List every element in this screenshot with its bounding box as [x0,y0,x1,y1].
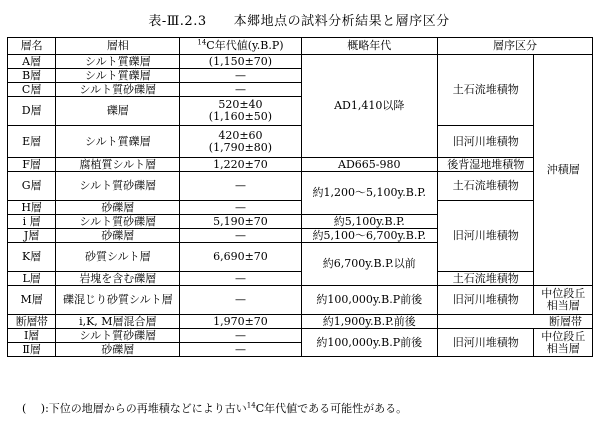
header-c14 [180,38,301,55]
approx-age-cell: 約1,200～5,100y.B.P. [301,172,438,215]
table-row-g [8,172,593,201]
layer-cell: M層 [8,286,56,315]
c14-cell: — [180,201,301,215]
layer-cell: D層 [8,97,56,126]
footnote-text-post: C年代値である可能性がある。 [255,402,408,415]
table-row-f [8,158,593,172]
c14-cell: — [180,229,301,243]
table-title: 表-Ⅲ.2.3 本郷地点の試料分析結果と層序区分 [148,14,450,29]
approx-age-cell: 約6,700y.B.P.以前 [301,243,438,286]
sequence-cell: 土石流堆積物 [438,172,534,201]
c14-cell [180,97,301,126]
facies-cell: シルト質砂礫層 [56,329,180,343]
terrace-label-line2: 相当層 [546,299,580,312]
layer-cell: H層 [8,201,56,215]
approx-age-cell: AD1,410以降 [301,55,438,158]
facies-cell: シルト質礫層 [56,55,180,69]
footnote [22,400,407,416]
header-facies: 層相 [56,38,180,55]
sequence-terrace-cell [534,286,593,315]
header-row [8,38,593,55]
sequence-cell: 旧河川堆積物 [438,201,534,272]
table-row-h [8,201,593,215]
c14-cell: — [180,286,301,315]
facies-cell: 腐植質シルト層 [56,158,180,172]
c14-cell: (1,150±70) [180,55,301,69]
c14-superscript: 14 [197,38,207,47]
table-row-fault-zone [8,315,593,329]
c14-cell: 1,970±70 [180,315,301,329]
layer-cell: i 層 [8,215,56,229]
table-row-l [8,272,593,286]
sequence-alluvium-cell: 沖積層 [534,55,593,286]
c14-cell: — [180,69,301,83]
sequence-cell: 土石流堆積物 [438,272,534,286]
layer-cell: K層 [8,243,56,272]
layer-cell: B層 [8,69,56,83]
c14-value: 520±40 [218,98,263,111]
sequence-terrace-cell [534,329,593,357]
facies-cell: 岩塊を含む礫層 [56,272,180,286]
c14-cell: 1,220±70 [180,158,301,172]
header-approx-age: 概略年代 [301,38,438,55]
table-row-roman-1 [8,329,593,343]
c14-cell [180,126,301,158]
sequence-cell: 土石流堆積物 [438,55,534,126]
facies-cell: i,K, M層混合層 [56,315,180,329]
sequence-cell: 後背湿地堆積物 [438,158,534,172]
sequence-cell: 旧河川堆積物 [438,286,534,315]
sequence-cell: 旧河川堆積物 [438,329,534,357]
facies-cell: シルト質砂礫層 [56,83,180,97]
c14-value-reworked: (1,790±80) [208,140,273,154]
c14-cell: — [180,343,301,357]
facies-cell: 砂礫層 [56,229,180,243]
facies-cell: 礫混じり砂質シルト層 [56,286,180,315]
approx-age-cell: 約5,100～6,700y.B.P. [301,229,438,243]
facies-cell: 礫層 [56,97,180,126]
sequence-cell: 旧河川堆積物 [438,126,534,158]
c14-value-reworked: (1,160±50) [208,110,273,123]
approx-age-cell: 約1,900y.B.P.前後 [301,315,438,329]
header-sequence: 層序区分 [438,38,593,55]
layer-cell: F層 [8,158,56,172]
table-row-m [8,286,593,315]
terrace-label-line1: 中位段丘 [541,287,586,300]
footnote-text-pre: ( ):下位の地層からの再堆積などにより古い [22,402,247,415]
facies-cell: シルト質砂礫層 [56,215,180,229]
facies-cell: シルト質礫層 [56,69,180,83]
table-row-a [8,55,593,69]
approx-age-cell: 約100,000y.B.P前後 [301,286,438,315]
terrace-label-line1: 中位段丘 [541,329,586,343]
terrace-label-line2: 相当層 [546,341,580,355]
c14-cell: 5,190±70 [180,215,301,229]
c14-cell: 6,690±70 [180,243,301,272]
layer-cell: E層 [8,126,56,158]
layer-cell: J層 [8,229,56,243]
header-c14-label: C年代値(y.B.P) [206,39,284,52]
header-layer: 層名 [8,38,56,55]
layer-cell: Ⅱ層 [8,343,56,357]
c14-cell: — [180,272,301,286]
facies-cell: 砂質シルト層 [56,243,180,272]
footnote-superscript: 14 [246,401,256,410]
layer-cell: G層 [8,172,56,201]
approx-age-cell: 約100,000y.B.P前後 [301,329,438,357]
layer-cell: C層 [8,83,56,97]
analysis-table [7,37,593,357]
facies-cell: シルト質砂礫層 [56,172,180,201]
layer-cell: L層 [8,272,56,286]
c14-value: 420±60 [218,128,263,142]
c14-cell: — [180,172,301,201]
layer-cell: Ⅰ層 [8,329,56,343]
layer-cell: A層 [8,55,56,69]
c14-cell: — [180,83,301,97]
facies-cell: 砂礫層 [56,201,180,215]
layer-cell: 断層帯 [8,315,56,329]
sequence-fault-cell: 断層帯 [438,315,593,329]
table-row-e [8,126,593,158]
facies-cell: 砂礫層 [56,343,180,357]
approx-age-cell: 約5,100y.B.P. [301,215,438,229]
c14-cell: — [180,329,301,343]
approx-age-cell: AD665-980 [301,158,438,172]
facies-cell: シルト質礫層 [56,126,180,158]
